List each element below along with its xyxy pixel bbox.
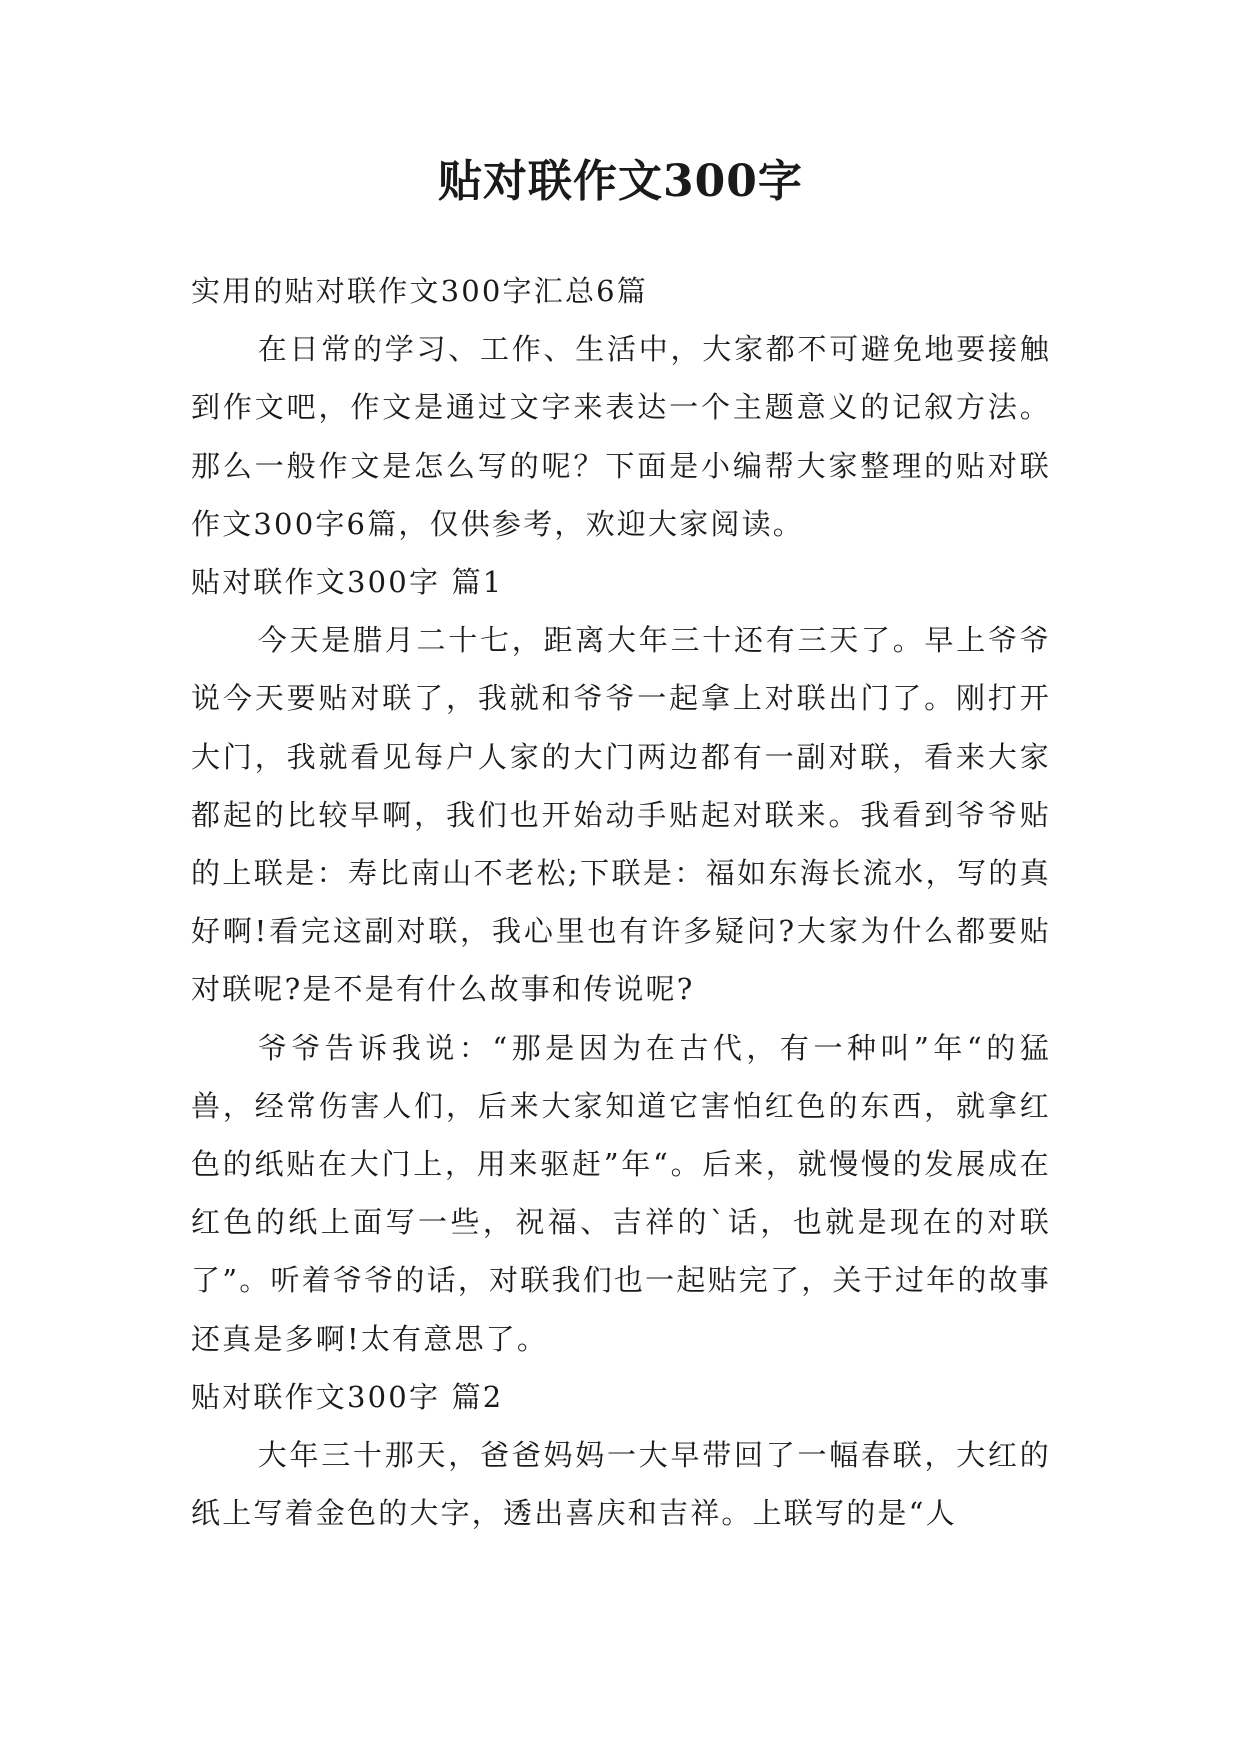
document-title: 贴对联作文300字 bbox=[438, 156, 803, 207]
section-1-paragraph-1: 今天是腊月二十七，距离大年三十还有三天了。早上爷爷说今天要贴对联了，我就和爷爷一起拿上对联出门了。刚打开大门，我就看见每户人家的大门两边都有一副对联，看来大家都起的比较早啊，我们也开始动手贴起对联来。我看到爷爷贴的上联是：寿比南山不老松;下联是：福如东海长流水，写的真好啊!看完这副对联，我心里也有许多疑问?大家为什么都要贴对联呢?是不是有什么故事和传说呢? bbox=[191, 623, 1051, 1007]
document-body bbox=[191, 262, 1051, 1542]
section-heading-2: 贴对联作文300字 篇2 bbox=[191, 1379, 504, 1414]
section-heading-1: 贴对联作文300字 篇1 bbox=[191, 565, 504, 600]
document-subtitle: 实用的贴对联作文300字汇总6篇 bbox=[191, 274, 649, 308]
section-1-paragraph-2: 爷爷告诉我说：“那是因为在古代，有一种叫”年“的猛兽，经常伤害人们，后来大家知道它害怕红色的东西，就拿红色的纸贴在大门上，用来驱赶”年“。后来，就慢慢的发展成在红色的纸上面写一些，祝福、吉祥的`话，也就是现在的对联了”。听着爷爷的话，对联我们也一起贴完了，关于过年的故事还真是多啊!太有意思了。 bbox=[191, 1030, 1051, 1356]
section-2-paragraph-1: 大年三十那天，爸爸妈妈一大早带回了一幅春联，大红的纸上写着金色的大字，透出喜庆和吉祥。上联写的是“人 bbox=[191, 1438, 1051, 1531]
intro-paragraph: 在日常的学习、工作、生活中，大家都不可避免地要接触到作文吧，作文是通过文字来表达一个主题意义的记叙方法。那么一般作文是怎么写的呢？下面是小编帮大家整理的贴对联作文300字6篇，仅供参考，欢迎大家阅读。 bbox=[191, 332, 1051, 541]
